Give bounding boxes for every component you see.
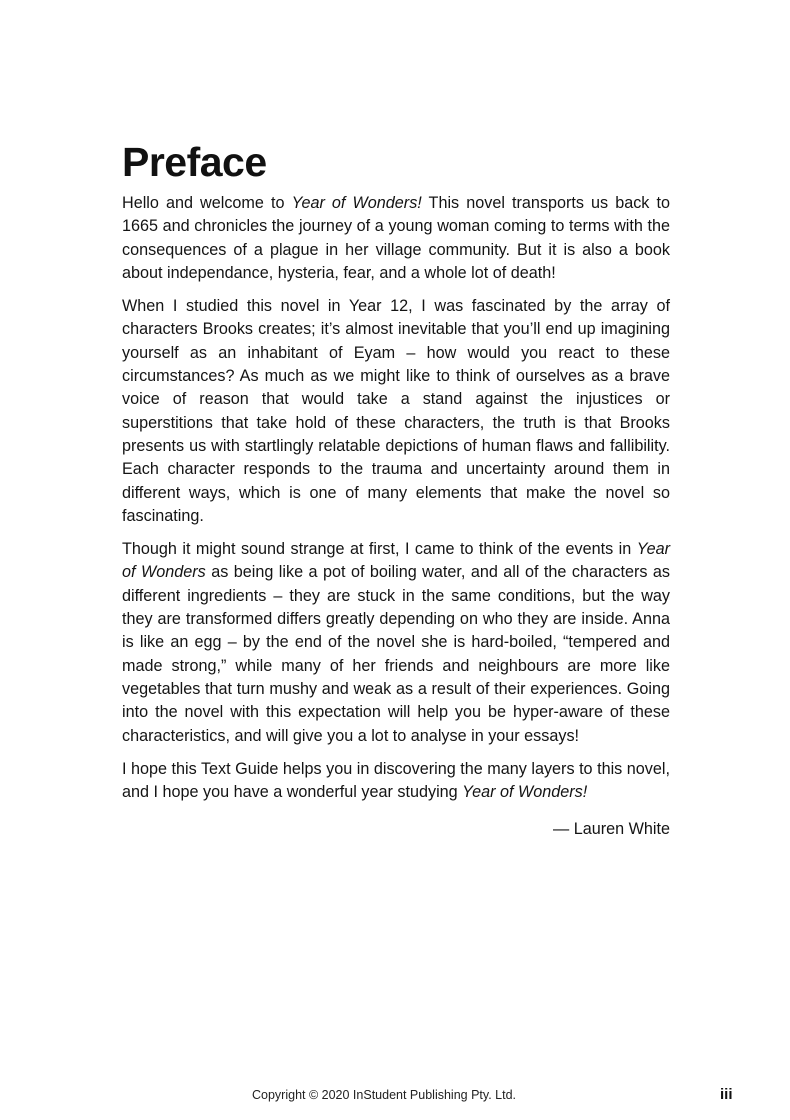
paragraph-text: This novel transports us back to 1665 and chronicles the journey of a young woman coming to terms with the consequences of a plague in her village community. But it is also a book about independance, hysteria, fear, and a whole lot of death! bbox=[122, 194, 670, 282]
italic-book-title: Year of Wonders! bbox=[462, 783, 588, 802]
author-signature: — Lauren White bbox=[553, 820, 670, 839]
body-text bbox=[122, 192, 670, 804]
paragraph-text: When I studied this novel in Year 12, I was fascinated by the array of characters Brooks creates; it’s almost inevitable that you’ll end up imagining yourself as an inhabitant of Eyam – how would you react to these circumstances? As much as we might like to think of ourselves as a brave voice of reason that would take a stand against the injustices or superstitions that take hold of these characters, the truth is that Brooks presents us with startlingly relatable depictions of human flaws and fallibility. Each character responds to the trauma and uncertainty around them in different ways, which is one of many elements that make the novel so fascinating. bbox=[122, 297, 670, 525]
page-content bbox=[122, 138, 670, 841]
italic-book-title: Year of Wonders! bbox=[291, 194, 422, 212]
page-number: iii bbox=[720, 1086, 733, 1103]
paragraph bbox=[122, 538, 670, 748]
italic-book-title: Year of Wonders bbox=[122, 540, 670, 582]
page-footer bbox=[0, 1086, 790, 1106]
page-title: Preface bbox=[122, 139, 267, 185]
paragraph-text: Hello and welcome to bbox=[122, 194, 292, 212]
paragraph bbox=[122, 192, 670, 285]
paragraph-text: as being like a pot of boiling water, and all of the characters as different ingredients – they are stuck in the same conditions, but the way they are transformed differs greatly depending on who they are inside. Anna is like an egg – by the end of the novel she is hard-boiled, “tempered and made strong,” while many of her friends and neighbours are more like vegetables that turn mushy and weak as a result of their experiences. Going into the novel with this expectation will help you be hyper-aware of these characteristics, and will give you a lot to analyse in your essays! bbox=[122, 563, 670, 745]
paragraph-text: I hope this Text Guide helps you in discovering the many layers to this novel, and I hope you have a wonderful year studying bbox=[122, 759, 670, 802]
paragraph-text: Though it might sound strange at first, I came to think of the events in bbox=[122, 540, 637, 559]
paragraph bbox=[122, 758, 670, 805]
paragraph bbox=[122, 295, 670, 528]
copyright-notice: Copyright © 2020 InStudent Publishing Pty. Ltd. bbox=[252, 1088, 517, 1102]
